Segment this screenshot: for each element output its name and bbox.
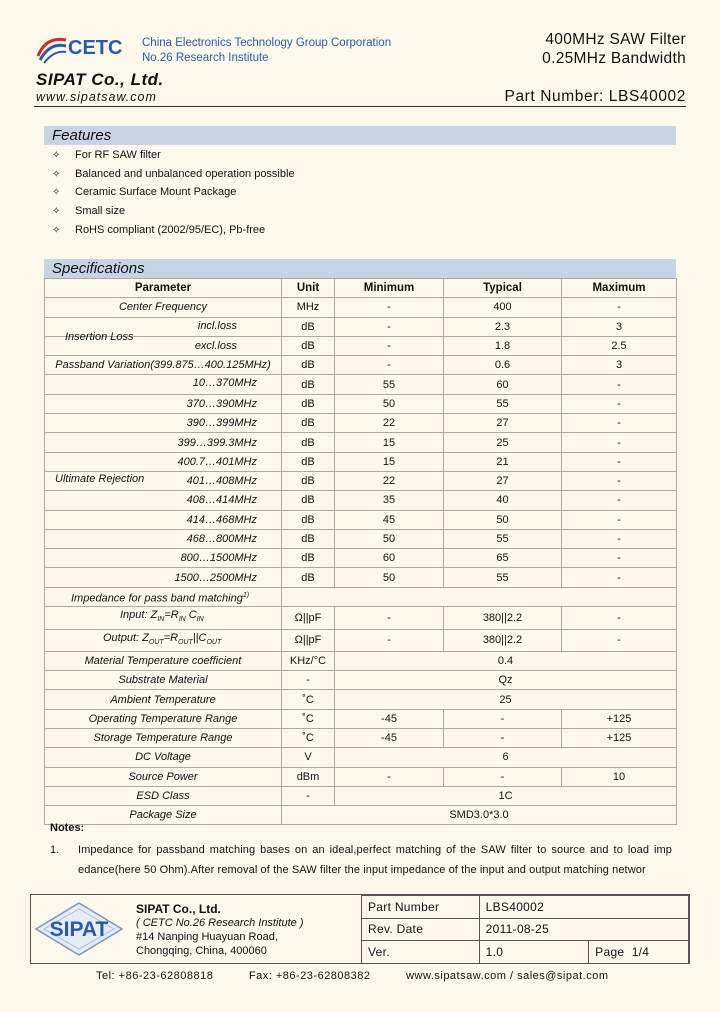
insertion-loss-label: Insertion Loss	[65, 330, 134, 343]
col-typical: Typical	[444, 279, 562, 298]
footer-doc-info-table	[361, 895, 689, 964]
table-row: Impedance for pass band matching$^{1)}$	[45, 587, 677, 607]
table-row: 390…399MHz dB 22 27 -	[45, 414, 677, 433]
table-row: 370…390MHz dB 50 55 -	[45, 394, 677, 413]
table-row: excl.loss dB - 1.8 2.5	[45, 336, 677, 355]
table-row: Input: $Z_{IN}=R_{IN}$ $C_{IN}$ Ω||pF - 380||2.2 -	[45, 607, 677, 629]
table-row: Part Number LBS40002	[362, 896, 689, 919]
product-title	[542, 30, 686, 68]
specifications-table	[44, 278, 677, 825]
table-row: Substrate Material - Qz	[45, 671, 677, 690]
col-maximum: Maximum	[562, 279, 677, 298]
footer-company-info	[136, 902, 304, 958]
table-row: 401…408MHz dB 22 27 -	[45, 471, 677, 490]
footer-address-line2: Chongqing, China, 400060	[136, 945, 267, 957]
table-row: Material Temperature coefficient KHz/°C 0.4	[45, 651, 677, 670]
note-text: Impedance for passband matching bases on an ideal,perfect matching of the SAW filter to source and to load imp edance(here 50 Ohm).After removal of the SAW filter the input impedance of the input and output matching networ	[78, 844, 672, 876]
diamond-bullet-icon: ✧	[52, 187, 61, 198]
col-parameter: Parameter	[45, 279, 282, 298]
ultimate-rejection-label: Ultimate Rejection	[55, 473, 145, 486]
cetc-org-name	[142, 36, 391, 66]
table-row: 800…1500MHz dB 60 65 -	[45, 549, 677, 568]
specifications-heading: Specifications	[44, 259, 676, 278]
header-divider	[34, 106, 686, 107]
diamond-bullet-icon: ✧	[52, 206, 61, 217]
feature-item: ✧ Ceramic Surface Mount Package	[52, 186, 237, 198]
table-row: Center Frequency MHz - 400 -	[45, 298, 677, 317]
diamond-bullet-icon: ✧	[52, 169, 61, 180]
col-unit: Unit	[282, 279, 335, 298]
cetc-logo	[36, 30, 136, 64]
table-row: Rev. Date 2011-08-25	[362, 918, 689, 941]
company-website[interactable]: www.sipatsaw.com	[36, 90, 157, 104]
company-name: SIPAT Co., Ltd.	[36, 70, 164, 89]
footer-address-line1: #14 Nanping Huayuan Road,	[136, 931, 278, 943]
svg-text:CETC: CETC	[68, 37, 123, 59]
features-heading: Features	[44, 126, 676, 145]
impedance-label: Impedance for pass band matching	[71, 592, 243, 605]
feature-item: ✧ RoHS compliant (2002/95/EC), Pb-free	[52, 224, 266, 236]
footer-fax: Fax: +86-23-62808382	[248, 970, 371, 982]
footer-company-name: SIPAT Co., Ltd.	[136, 902, 221, 916]
footer-institute: ( CETC No.26 Research Institute )	[136, 917, 304, 929]
feature-item: ✧ Balanced and unbalanced operation possible	[52, 168, 295, 180]
table-row: Package Size SMD3.0*3.0	[45, 806, 677, 825]
diamond-bullet-icon: ✧	[52, 225, 61, 236]
footer-tel: Tel: +86-23-62808818	[96, 970, 214, 982]
feature-item: ✧ Small size	[52, 205, 126, 217]
notes-heading: Notes:	[50, 822, 85, 834]
footer-web-email[interactable]: www.sipatsaw.com / sales@sipat.com	[406, 970, 609, 982]
contact-line	[96, 970, 609, 982]
table-row: 468…800MHz dB 50 55 -	[45, 529, 677, 548]
table-row: DC Voltage V 6	[45, 748, 677, 767]
table-row: Ultimate Rejection 10…370MHz dB 55 60 -	[45, 375, 677, 394]
cetc-line2: No.26 Research Institute	[142, 52, 269, 64]
note-item	[50, 840, 672, 880]
page-label: Page	[595, 944, 625, 959]
table-row: Operating Temperature Range ˚C -45 - +125	[45, 709, 677, 728]
diamond-bullet-icon: ✧	[52, 150, 61, 161]
table-row: Insertion Loss incl.loss dB - 2.3 3	[45, 317, 677, 336]
cetc-line1: China Electronics Technology Group Corporation	[142, 37, 392, 49]
table-row: 1500…2500MHz dB 50 55 -	[45, 568, 677, 587]
svg-text:SIPAT: SIPAT	[49, 918, 109, 941]
table-row: 399…399.3MHz dB 15 25 -	[45, 433, 677, 452]
table-row: Ver. 1.0 Page 1/4	[362, 941, 689, 964]
table-row: ESD Class - 1C	[45, 786, 677, 805]
table-row: 408…414MHz dB 35 40 -	[45, 491, 677, 510]
sipat-logo	[34, 901, 124, 957]
product-line2: 0.25MHz Bandwidth	[542, 50, 686, 67]
table-row: Ambient Temperature ˚C 25	[45, 690, 677, 709]
page-number: 1/4	[631, 944, 650, 959]
table-row: Output: $Z_{OUT}=R_{OUT}||C_{OUT}$ Ω||pF - 380||2.2 -	[45, 629, 677, 651]
product-line1: 400MHz SAW Filter	[545, 31, 686, 48]
table-header-row	[45, 279, 677, 298]
note-number: 1.	[50, 844, 60, 856]
col-minimum: Minimum	[335, 279, 444, 298]
table-row: Source Power dBm - - 10	[45, 767, 677, 786]
table-row: 400.7…401MHz dB 15 21 -	[45, 452, 677, 471]
table-row: Storage Temperature Range ˚C -45 - +125	[45, 728, 677, 747]
part-number: Part Number: LBS40002	[504, 88, 686, 105]
table-row: Passband Variation(399.875…400.125MHz) dB - 0.6 3	[45, 356, 677, 375]
feature-item: ✧ For RF SAW filter	[52, 149, 161, 161]
table-row: 414…468MHz dB 45 50 -	[45, 510, 677, 529]
